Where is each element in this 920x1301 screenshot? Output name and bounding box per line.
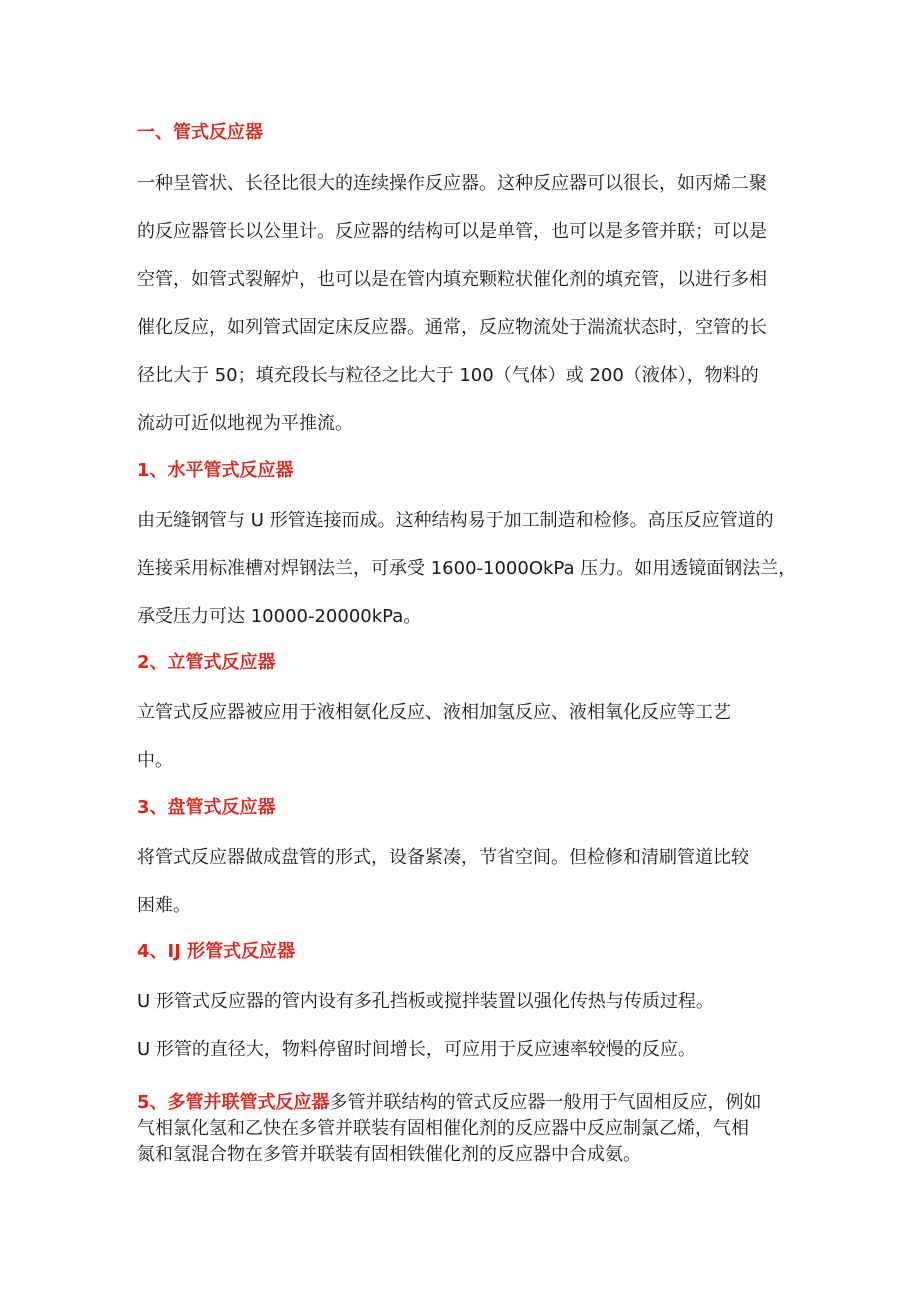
paragraph-line: 将管式反应器做成盘管的形式，设备紧凑，节省空间。但检修和清刷管道比较: [137, 847, 749, 868]
section-body-horizontal-tube: [137, 497, 796, 641]
paragraph-line: 困难。: [137, 895, 191, 916]
section-body-u-tube: [137, 978, 714, 1074]
paragraph-line: 气相氯化氢和乙快在多管并联装有固相催化剂的反应器中反应制氯乙烯，气相: [137, 1118, 749, 1139]
section-heading-tubular-reactor: 一、管式反应器: [137, 122, 263, 143]
paragraph-line: U 形管式反应器的管内设有多孔挡板或搅拌装置以强化传热与传质过程。: [137, 991, 714, 1012]
paragraph-text: 多管并联结构的管式反应器一般用于气固相反应，例如: [329, 1092, 762, 1113]
paragraph-line: 由无缝钢管与 U 形管连接而成。这种结构易于加工制造和检修。高压反应管道的: [137, 510, 774, 531]
section-heading-multi-tube: 5、多管并联管式反应器: [137, 1092, 330, 1113]
paragraph-line: 流动可近似地视为平推流。: [137, 413, 353, 434]
paragraph-line: 的反应器管长以公里计。反应器的结构可以是单管，也可以是多管并联；可以是: [137, 221, 767, 242]
paragraph-line-with-heading: [137, 1090, 762, 1116]
section-heading-vertical-tube: 2、立管式反应器: [137, 652, 276, 673]
paragraph-line: 氮和氢混合物在多管并联装有固相铁催化剂的反应器中合成氨。: [137, 1144, 641, 1165]
section-heading-coil-tube: 3、盘管式反应器: [137, 797, 276, 818]
paragraph-line: 中。: [137, 750, 173, 771]
paragraph-line: U 形管的直径大，物料停留时间增长，可应用于反应速率较慢的反应。: [137, 1039, 696, 1060]
section-heading-horizontal-tube: 1、水平管式反应器: [137, 460, 294, 481]
section-body-multi-tube: [137, 1090, 762, 1168]
section-body-tubular-reactor: [137, 160, 767, 448]
paragraph-line: 立管式反应器被应用于液相氨化反应、液相加氢反应、液相氧化反应等工艺: [137, 702, 731, 723]
paragraph-line: 空管，如管式裂解炉，也可以是在管内填充颗粒状催化剂的填充管，以进行多相: [137, 269, 767, 290]
paragraph-line: 催化反应，如列管式固定床反应器。通常，反应物流处于湍流状态时，空管的长: [137, 317, 767, 338]
section-body-coil-tube: [137, 834, 749, 930]
paragraph-line: 连接采用标准槽对焊钢法兰，可承受 1600-1000OkPa 压力。如用透镜面钢法兰，: [137, 558, 797, 579]
section-body-vertical-tube: [137, 689, 731, 785]
paragraph-line: 一种呈管状、长径比很大的连续操作反应器。这种反应器可以很长，如丙烯二聚: [137, 173, 767, 194]
paragraph-line: 承受压力可达 10000-20000kPa。: [137, 606, 422, 627]
paragraph-line: 径比大于 50；填充段长与粒径之比大于 100（气体）或 200（液体），物料的: [137, 365, 759, 386]
section-heading-u-tube: 4、IJ 形管式反应器: [137, 941, 296, 962]
